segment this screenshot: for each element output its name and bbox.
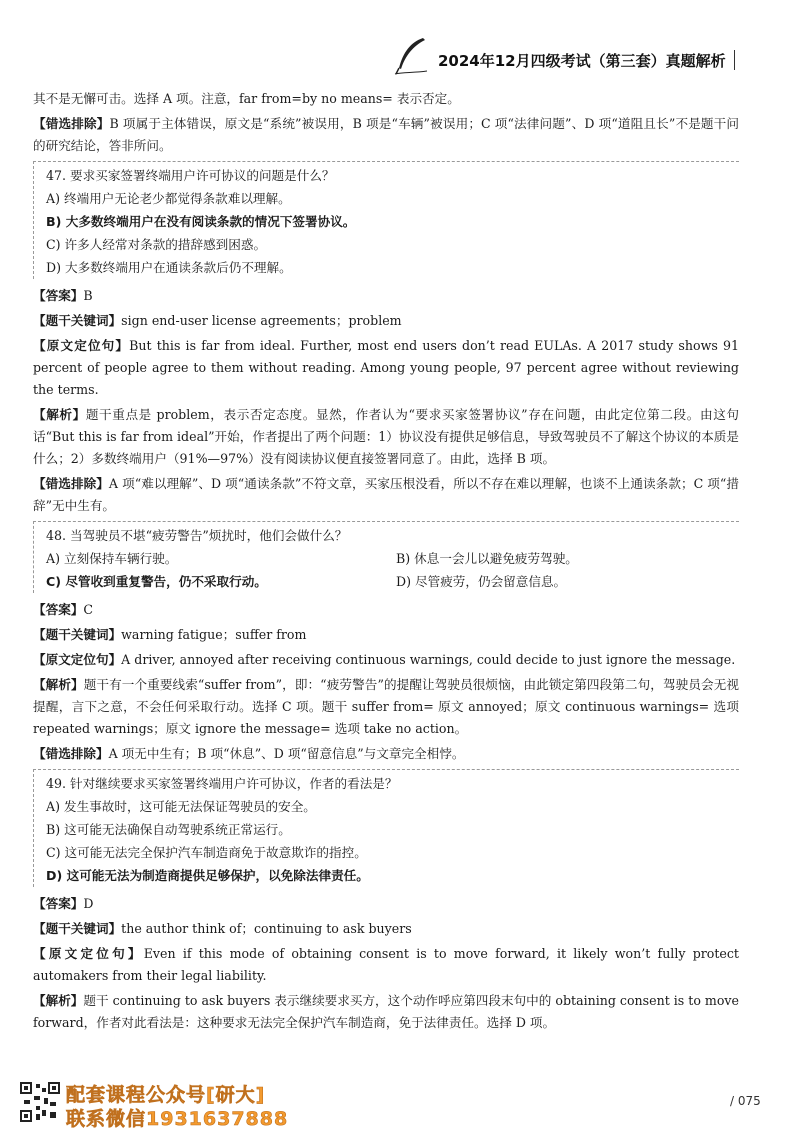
section-tag: 【原文定位句】 bbox=[33, 946, 144, 961]
quill-pen-icon bbox=[393, 36, 429, 76]
option-a: A) 发生事故时，这可能无法保证驾驶员的安全。 bbox=[46, 799, 316, 814]
page-header bbox=[0, 36, 800, 84]
option-b: B) 休息一会儿以避免疲劳驾驶。 bbox=[396, 551, 578, 566]
main-content bbox=[33, 88, 739, 1037]
elimination-47 bbox=[33, 473, 739, 517]
section-text: A driver, annoyed after receiving continuous warnings, could decide to just ignore the message. bbox=[121, 652, 736, 667]
option-c: C) 尽管收到重复警告，仍不采取行动。 bbox=[46, 574, 267, 589]
section-tag: 【答案】 bbox=[33, 288, 84, 303]
section-text: But this is far from ideal. Further, most end users don’t read EULAs. A 2017 study shows 91 percent of people agree to them without reading. Among young people, 97 percent agree without reviewing the terms. bbox=[33, 338, 740, 397]
option-d: D) 这可能无法为制造商提供足够保护，以免除法律责任。 bbox=[46, 868, 369, 883]
analysis-49 bbox=[33, 990, 739, 1034]
section-tag: 【解析】 bbox=[33, 993, 84, 1008]
section-text: A 项无中生有；B 项“休息”、D 项“留意信息”与文章完全相悖。 bbox=[108, 746, 465, 761]
locator-49 bbox=[33, 943, 739, 987]
question-49 bbox=[33, 769, 739, 887]
question-stem: 48. 当驾驶员不堪“疲劳警告”烦扰时，他们会做什么？ bbox=[46, 528, 348, 543]
continued-text: 其不是无懈可击。选择 A 项。注意，far from=by no means= 表示否定。 bbox=[33, 91, 460, 106]
section-text: B bbox=[83, 288, 93, 303]
section-text: A 项“难以理解”、D 项“通读条款”不符文章，买家压根没看，所以不存在难以理解，也谈不上通读条款；C 项“措辞”无中生有。 bbox=[33, 476, 740, 513]
section-tag: 【题干关键词】 bbox=[33, 627, 122, 642]
elimination-46 bbox=[33, 113, 739, 157]
question-stem: 47. 要求买家签署终端用户许可协议的问题是什么？ bbox=[46, 168, 335, 183]
answer-49 bbox=[33, 893, 739, 915]
section-tag: 【错选排除】 bbox=[33, 116, 110, 131]
option-d: D) 尽管疲劳，仍会留意信息。 bbox=[396, 574, 567, 589]
answer-47 bbox=[33, 285, 739, 307]
section-tag: 【错选排除】 bbox=[33, 746, 109, 761]
option-c: C) 这可能无法完全保护汽车制造商免于故意欺诈的指控。 bbox=[46, 845, 367, 860]
section-tag: 【原文定位句】 bbox=[33, 652, 122, 667]
locator-47 bbox=[33, 335, 739, 401]
section-text: the author think of；continuing to ask buyers bbox=[121, 921, 412, 936]
promo-line-1: 配套课程公众号[研大] bbox=[66, 1084, 266, 1106]
option-b: B) 这可能无法确保自动驾驶系统正常运行。 bbox=[46, 822, 291, 837]
section-tag: 【题干关键词】 bbox=[33, 313, 122, 328]
section-tag: 【答案】 bbox=[33, 896, 84, 911]
option-a: A) 终端用户无论老少都觉得条款难以理解。 bbox=[46, 191, 291, 206]
question-48 bbox=[33, 521, 739, 593]
option-d: D) 大多数终端用户在通读条款后仍不理解。 bbox=[46, 260, 292, 275]
locator-48 bbox=[33, 649, 739, 671]
section-text: Even if this mode of obtaining consent is to move forward, it likely won’t fully protect automakers from their legal liability. bbox=[33, 946, 739, 983]
header-divider bbox=[734, 50, 735, 70]
section-text: 题干重点是 problem，表示否定态度。显然，作者认为“要求买家签署协议”存在问题，由此定位第二段。由这句话“But this is far from ideal”开始，作者提出了两个问题：1）协议没有提供足够信息，导致驾驶员不了解这个协议的本质是什么；2）多数终端用户（91%—97%）没有阅读协议便直接签署同意了。由此，选择 B 项。 bbox=[33, 407, 739, 466]
question-47 bbox=[33, 161, 739, 279]
analysis-47 bbox=[33, 404, 739, 470]
section-text: B 项属于主体错误，原文是“系统”被误用，B 项是“车辆”被误用；C 项“法律问题”、D 项“道阻且长”不是题干问的研究结论，答非所问。 bbox=[33, 116, 740, 153]
section-text: 题干有一个重要线索“suffer from”，即：“疲劳警告”的提醒让驾驶员很烦恼，由此锁定第四段第二句，驾驶员会无视提醒，言下之意，不会任何采取行动。选择 C 项。题干 suffer from= 原文 annoyed；原文 continuous warnings= 选项 repeated warnings；原文 ignore the message= 选项 take no action。 bbox=[33, 677, 739, 736]
page-footer bbox=[0, 1078, 800, 1139]
section-text: sign end-user license agreements；problem bbox=[121, 313, 402, 328]
header-title: 2024年12月四级考试（第三套）真题解析 bbox=[438, 52, 726, 70]
promo-line-2: 联系微信1931637888 bbox=[66, 1108, 289, 1130]
section-tag: 【原文定位句】 bbox=[33, 338, 130, 353]
qr-code-icon bbox=[20, 1082, 60, 1122]
option-a: A) 立刻保持车辆行驶。 bbox=[46, 551, 178, 566]
keywords-48 bbox=[33, 624, 739, 646]
question-stem: 49. 针对继续要求买家签署终端用户许可协议，作者的看法是？ bbox=[46, 776, 398, 791]
section-tag: 【答案】 bbox=[33, 602, 84, 617]
section-tag: 【解析】 bbox=[33, 677, 84, 692]
option-b: B) 大多数终端用户在没有阅读条款的情况下签署协议。 bbox=[46, 214, 356, 229]
section-text: warning fatigue；suffer from bbox=[121, 627, 307, 642]
keywords-49 bbox=[33, 918, 739, 940]
analysis-48 bbox=[33, 674, 739, 740]
elimination-48 bbox=[33, 743, 739, 765]
section-tag: 【题干关键词】 bbox=[33, 921, 122, 936]
answer-48 bbox=[33, 599, 739, 621]
section-text: 题干 continuing to ask buyers 表示继续要求买方，这个动作呼应第四段末句中的 obtaining consent is to move forward，作者对此看法是：这种要求无法完全保护汽车制造商，免于法律责任。选择 D 项。 bbox=[33, 993, 739, 1030]
section-tag: 【错选排除】 bbox=[33, 476, 109, 491]
section-text: C bbox=[83, 602, 94, 617]
option-c: C) 许多人经常对条款的措辞感到困惑。 bbox=[46, 237, 267, 252]
section-text: D bbox=[83, 896, 94, 911]
options-grid bbox=[46, 547, 739, 593]
section-tag: 【解析】 bbox=[33, 407, 86, 422]
page-number: / 075 bbox=[730, 1094, 761, 1108]
keywords-47 bbox=[33, 310, 739, 332]
